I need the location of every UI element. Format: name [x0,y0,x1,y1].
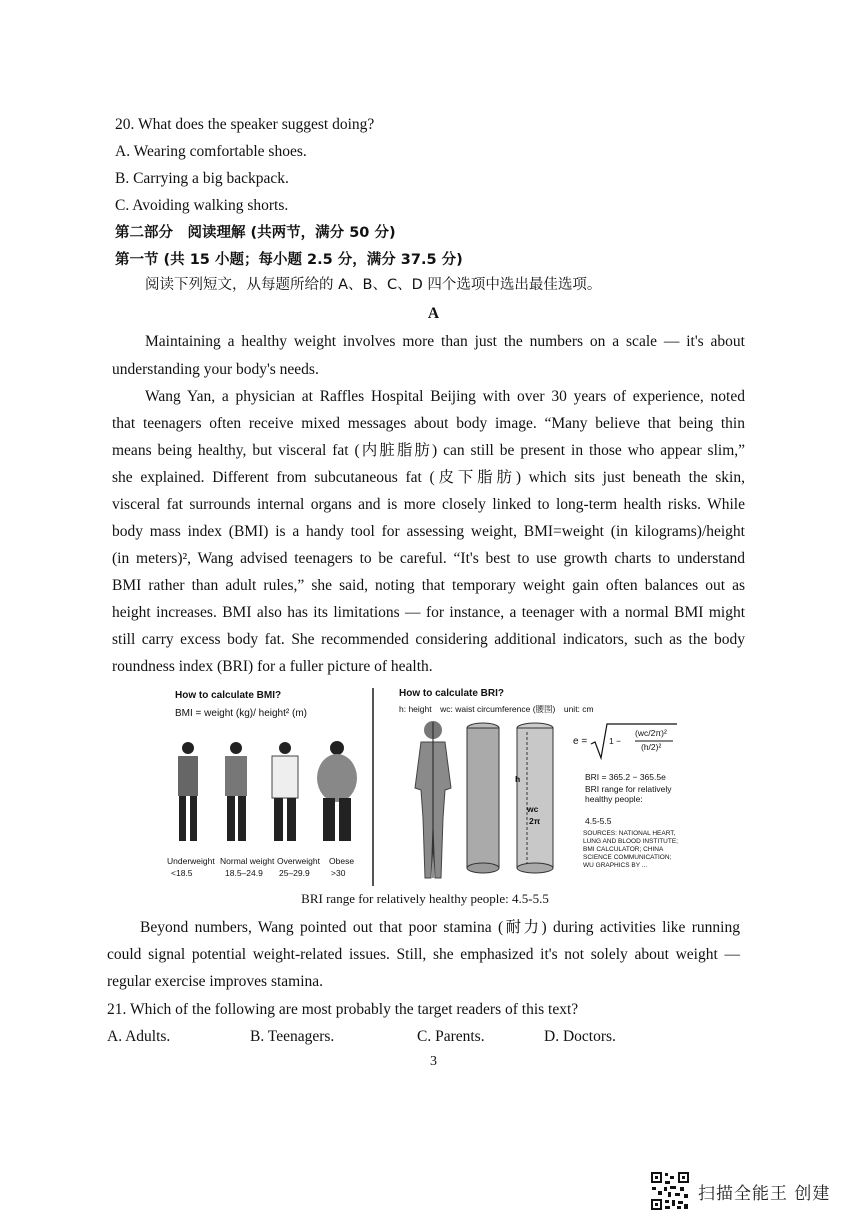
bri-range-label: BRI range for relatively healthy people: [585,784,672,804]
section-one-heading: 第一节 (共 15 小题；每小题 2.5 分，满分 37.5 分) [115,252,463,268]
q21-option-b: B. Teenagers. [250,1028,335,1045]
bmi-category-normal: Normal weight [220,856,275,866]
figure-divider [372,688,374,886]
qr-code-icon [650,1171,690,1211]
q20-option-c: C. Avoiding walking shorts. [115,197,289,214]
question-20: 20. What does the speaker suggest doing? [115,116,375,133]
passage-p3-line-3: regular exercise improves stamina. [107,973,324,990]
q21-option-c: C. Parents. [417,1028,485,1045]
cylinder-h-label: h [515,774,521,784]
bmi-category-underweight: Underweight [167,856,215,866]
overweight-person-icon [272,742,298,841]
cylinder-wc-label: wc [527,804,539,814]
bmi-range-normal: 18.5–24.9 [225,868,263,878]
passage-p2-line-1: Wang Yan, a physician at Raffles Hospital Beijing with over 30 years of experience, noted [145,388,745,405]
bri-formula-numerator: (wc/2π)² [635,728,667,738]
bri-title: How to calculate BRI? [399,688,505,699]
passage-p2-line-4: she explained. Different from subcutaneous fat (皮下脂肪) which sits just beneath the skin, [112,469,745,486]
bri-sources: SOURCES: NATIONAL HEART, LUNG AND BLOOD INSTITUTE; BMI CALCULATOR; CHINA SCIENCE COMMUNICATION; WU GRAPHICS BY ... [583,830,678,869]
passage-p2-line-8: BMI rather than adult rules,” she said, noting that temporary weight gain often balances out as [112,577,745,594]
bri-range-value: 4.5-5.5 [585,816,612,826]
passage-p3-line-1: Beyond numbers, Wang pointed out that poor stamina (耐力) during activities like running [140,919,740,936]
cylinder-2pi-label: 2π [529,816,541,826]
human-body-icon [415,721,451,878]
passage-p2-line-5: visceral fat surrounds internal organs and is more closely linked to long-term health risks. While [112,496,745,513]
bmi-panel [165,686,370,891]
underweight-person-icon [178,742,198,841]
watermark-text: 扫描全能王 创建 [698,1183,831,1204]
passage-p2-line-2: that teenagers often receive mixed messages about body image. “Many believe that being thin [112,415,745,432]
bri-legend: h: height wc: waist circumference (腰围) unit: cm [399,704,594,714]
passage-p2-line-9: height increases. BMI also has its limitations — for instance, a teenager with a normal BMI might [112,604,745,621]
passage-p2-line-10: still carry excess body fat. She recommended considering additional indicators, such as the body [112,631,745,648]
bmi-bri-figure [165,686,685,891]
bmi-formula: BMI = weight (kg)/ height² (m) [175,708,307,719]
passage-p2-line-3: means being healthy, but visceral fat (内脏脂肪) can still be present in those who appear slim,” [112,442,745,459]
labeled-cylinder-icon [517,723,553,873]
page-number: 3 [430,1054,437,1069]
passage-p1-line-1: Maintaining a healthy weight involves more than just the numbers on a scale — it's about [145,333,745,350]
part-two-heading: 第二部分 阅读理解 (共两节，满分 50 分) [115,225,396,241]
normal-weight-person-icon [225,742,247,841]
bri-formula-one: 1 − [609,736,622,746]
figure-caption: BRI range for relatively healthy people: 4.5-5.5 [301,891,549,906]
bri-body-illustration [395,718,575,888]
q21-option-d: D. Doctors. [544,1028,616,1045]
bri-panel [377,686,685,891]
obese-person-icon [317,741,357,841]
scanner-watermark [650,1169,830,1213]
bmi-category-obese: Obese [329,856,355,866]
bmi-title: How to calculate BMI? [175,690,282,701]
passage-p2-line-11: roundness index (BRI) for a fuller picture of health. [112,658,433,675]
q20-option-a: A. Wearing comfortable shoes. [115,143,307,160]
bmi-figures-illustration [165,736,370,856]
q20-option-b: B. Carrying a big backpack. [115,170,289,187]
passage-p2-line-7: (in meters)², Wang advised teenagers to be careful. “It's best to use growth charts to understand [112,550,745,567]
q21-option-a: A. Adults. [107,1028,171,1045]
instructions: 阅读下列短文，从每题所给的 A、B、C、D 四个选项中选出最佳选项。 [145,277,602,293]
bmi-range-overweight: 25–29.9 [279,868,310,878]
passage-p2-line-6: body mass index (BMI) is a handy tool for assessing weight, BMI=weight (in kilograms)/height [112,523,745,540]
bmi-category-overweight: Overweight [277,856,320,866]
bri-formula-denominator: (h/2)² [641,742,662,752]
bri-formula-e: e = [573,736,588,747]
bri-equation: BRI = 365.2 − 365.5e [585,772,666,782]
passage-label: A [427,305,440,322]
cylinder-icon [467,723,499,873]
question-21: 21. Which of the following are most probably the target readers of this text? [107,1001,579,1018]
passage-p1-line-2: understanding your body's needs. [112,361,319,378]
passage-p3-line-2: could signal potential weight-related issues. Still, she emphasized it's not solely about weight — [107,946,740,963]
bmi-range-underweight: <18.5 [171,868,193,878]
bmi-range-obese: >30 [331,868,346,878]
